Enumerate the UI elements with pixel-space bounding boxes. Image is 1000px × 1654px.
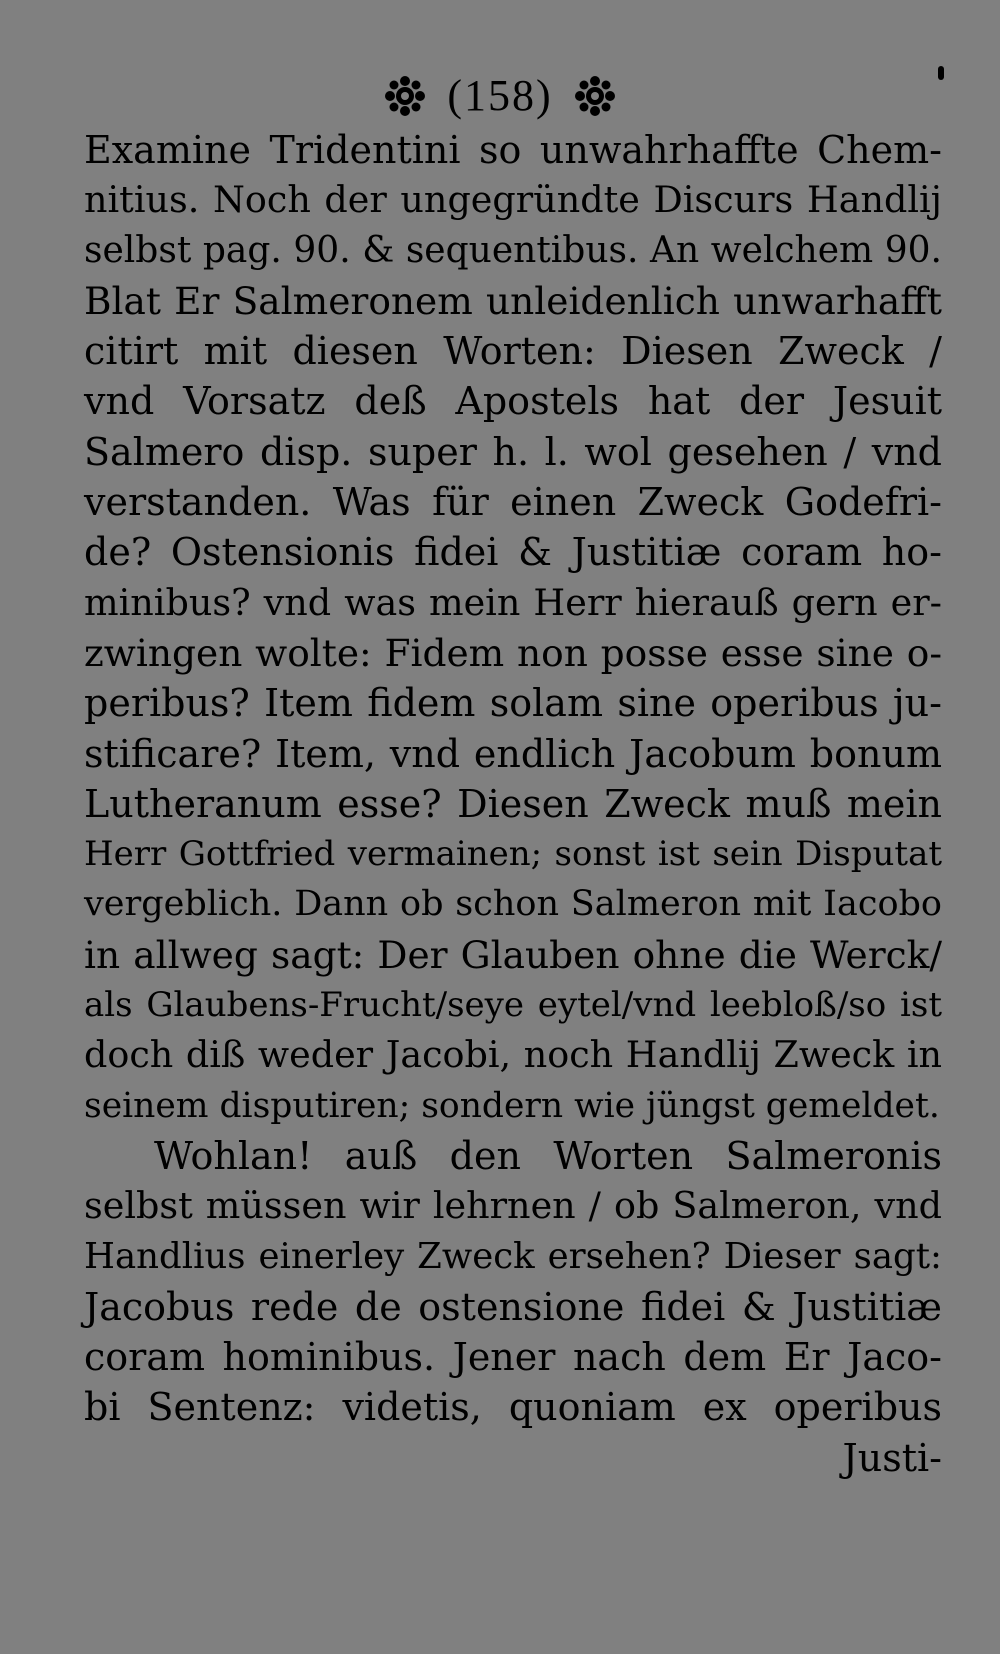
text-line: Examine Tridentini so unwahrhaffte Chem- bbox=[84, 128, 942, 172]
text-line: verstanden. Was für einen Zweck Godefri- bbox=[84, 480, 942, 525]
text-line: als Glaubens-Frucht/seye eytel/vnd leebloß/so ist bbox=[84, 985, 942, 1026]
text-line: Blat Er Salmeronem unleidenlich unwarhafft bbox=[84, 278, 942, 323]
text-line: in allweg sagt: Der Glauben ohne die Werck/ bbox=[84, 932, 942, 977]
text-line: Handlius einerley Zweck ersehen? Dieser sagt: bbox=[84, 1235, 942, 1277]
page-header bbox=[0, 62, 1000, 126]
text-line: minibus? vnd was mein Herr hierauß gern er- bbox=[84, 580, 942, 624]
text-line: citirt mit diesen Worten: Diesen Zweck / bbox=[84, 329, 942, 374]
body-text bbox=[84, 125, 942, 1483]
text-line: Jacobus rede de ostensione fidei & Justitiæ bbox=[84, 1284, 942, 1329]
text-line: seinem disputiren; sondern wie jüngst gemeldet. bbox=[84, 1085, 940, 1126]
text-line: Salmero disp. super h. l. wol gesehen / vnd bbox=[84, 429, 942, 474]
catchword: Justi- bbox=[842, 1435, 942, 1480]
page-number: (158) bbox=[447, 70, 553, 120]
text-line: zwingen wolte: Fidem non posse esse sine o- bbox=[84, 630, 942, 675]
text-line: nitius. Noch der ungegründte Discurs Handlij bbox=[84, 178, 942, 222]
text-line: Lutheranum esse? Diesen Zweck muß mein bbox=[84, 781, 942, 826]
text-line: de? Ostensionis fidei & Justitiæ coram ho- bbox=[84, 530, 942, 575]
text-line: vnd Vorsatz deß Apostels hat der Jesuit bbox=[84, 379, 942, 424]
text-line: Wohlan! auß den Worten Salmeronis bbox=[154, 1133, 942, 1178]
text-line: bi Sentenz: videtis, quoniam ex operibus bbox=[84, 1385, 942, 1430]
text-line: coram hominibus. Jener nach dem Er Jaco- bbox=[84, 1335, 942, 1380]
flower-ornament-icon bbox=[575, 76, 615, 116]
text-line: selbst pag. 90. & sequentibus. An welchem 90. bbox=[84, 229, 942, 271]
text-line: stificare? Item, vnd endlich Jacobum bonum bbox=[84, 731, 942, 776]
text-line: Herr Gottfried vermainen; sonst ist sein Disputat bbox=[84, 834, 942, 875]
text-line: selbst müssen wir lehrnen / ob Salmeron, vnd bbox=[84, 1184, 942, 1228]
text-line: doch diß weder Jacobi, noch Handlij Zweck in bbox=[84, 1033, 942, 1077]
flower-ornament-icon bbox=[385, 76, 425, 116]
text-line: peribus? Item fidem solam sine operibus ju- bbox=[84, 681, 942, 726]
text-line: vergeblich. Dann ob schon Salmeron mit Iacobo bbox=[84, 884, 942, 925]
